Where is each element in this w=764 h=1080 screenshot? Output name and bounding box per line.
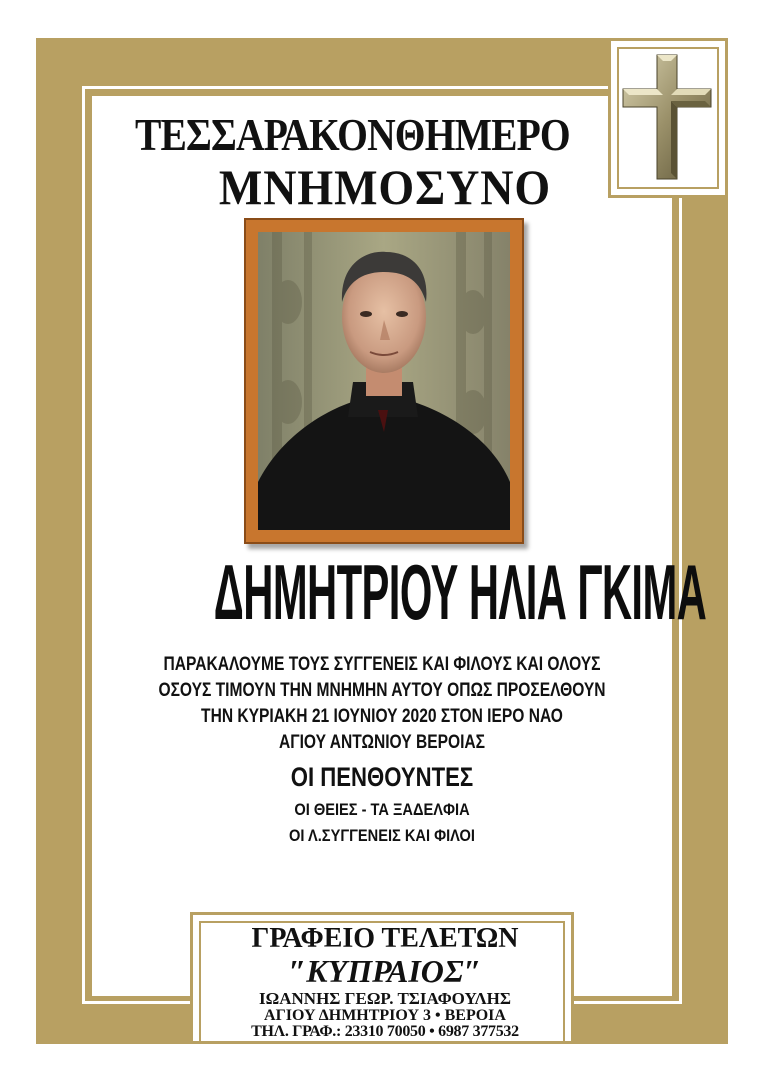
message-line-2: ΟΣΟΥΣ ΤΙΜΟΥΝ ΤΗΝ ΜΝΗΜΗΝ ΑΥΤΟΥ ΟΠΩΣ ΠΡΟΣΕΛΘΟΥΝ: [158, 680, 606, 701]
title-line-1: ΤΕΣΣΑΡΑΚΟΝΘΗΜΕΡΟ: [135, 109, 570, 160]
deceased-name: ΔΗΜΗΤΡΙΟΥ ΗΛΙΑ ΓΚΙΜΑ: [213, 549, 707, 637]
mourners-heading: ΟΙ ΠΕΝΘΟΥΝΤΕΣ: [290, 762, 474, 792]
portrait-frame: [244, 218, 524, 544]
office-brand: ″ΚΥΠΡΑΙΟΣ″: [288, 953, 482, 989]
office-owner: ΙΩΑΝΝΗΣ ΓΕΩΡ. ΤΣΙΑΦΟΥΛΗΣ: [259, 989, 511, 1008]
mourners-line-2: ΟΙ Λ.ΣΥΓΓΕΝΕΙΣ ΚΑΙ ΦΙΛΟΙ: [289, 826, 475, 845]
message-line-3: ΤΗΝ ΚΥΡΙΑΚΗ 21 ΙΟΥΝΙΟΥ 2020 ΣΤΟΝ ΙΕΡΟ ΝΑΟ: [201, 706, 563, 727]
message-line-4: ΑΓΙΟΥ ΑΝΤΩΝΙΟΥ ΒΕΡΟΙΑΣ: [278, 732, 486, 753]
mourners-line-1: ΟΙ ΘΕΙΕΣ - ΤΑ ΞΑΔΕΛΦΙΑ: [294, 800, 470, 819]
office-phones: ΤΗΛ. ΓΡΑΦ.: 23310 70050 • 6987 377532: [251, 1023, 519, 1040]
funeral-office-box: [190, 912, 574, 1044]
portrait-photo: [258, 232, 510, 530]
office-address: ΑΓΙΟΥ ΔΗΜΗΤΡΙΟΥ 3 • ΒΕΡΟΙΑ: [264, 1007, 506, 1024]
title-line-2: ΜΝΗΜΟΣΥΝΟ: [218, 159, 552, 215]
office-name: ΓΡΑΦΕΙΟ ΤΕΛΕΤΩΝ: [251, 923, 519, 954]
message-line-1: ΠΑΡΑΚΑΛΟΥΜΕ ΤΟΥΣ ΣΥΓΓΕΝΕΙΣ ΚΑΙ ΦΙΛΟΥΣ ΚΑΙ ΟΛΟΥΣ: [163, 654, 601, 675]
